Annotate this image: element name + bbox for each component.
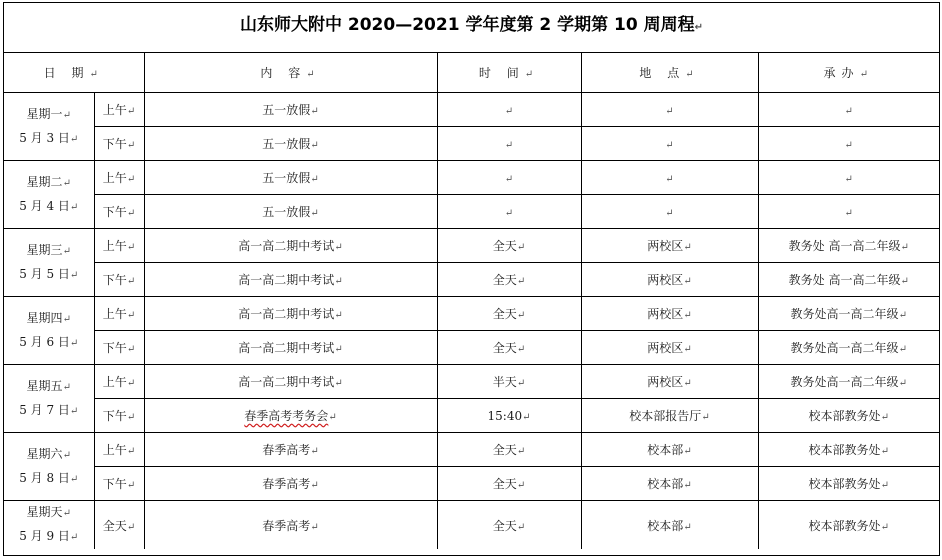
table-row [4, 161, 939, 195]
place-cell: 两校区↵ [581, 297, 758, 331]
place-cell: 校本部↵ [581, 467, 758, 501]
day-cell: 星期天↵ 5 月 9 日↵ [4, 501, 94, 550]
organizer-cell: 教务处 高一高二年级↵ [758, 229, 939, 263]
period-cell: 上午↵ [94, 433, 144, 467]
period-cell: 上午↵ [94, 365, 144, 399]
period-cell: 全天↵ [94, 501, 144, 550]
content-cell: 五一放假↵ [144, 127, 437, 161]
place-cell: ↵ [581, 93, 758, 127]
organizer-cell: 校本部教务处↵ [758, 501, 939, 550]
time-cell: 全天↵ [437, 467, 581, 501]
table-row [4, 433, 939, 467]
time-cell: ↵ [437, 195, 581, 229]
place-cell: ↵ [581, 127, 758, 161]
organizer-cell: 校本部教务处↵ [758, 433, 939, 467]
period-cell: 下午↵ [94, 399, 144, 433]
time-cell: 全天↵ [437, 263, 581, 297]
table-row [4, 229, 939, 263]
organizer-cell: 教务处高一高二年级↵ [758, 365, 939, 399]
organizer-cell: 校本部教务处↵ [758, 399, 939, 433]
period-cell: 下午↵ [94, 331, 144, 365]
table-row [4, 501, 939, 550]
content-cell: 春季高考考务会↵ [144, 399, 437, 433]
period-cell: 下午↵ [94, 263, 144, 297]
table-row [4, 365, 939, 399]
day-cell: 星期二↵ 5 月 4 日↵ [4, 161, 94, 229]
time-cell: 全天↵ [437, 433, 581, 467]
table-row [4, 263, 939, 297]
place-cell: ↵ [581, 161, 758, 195]
header-date: 日 期↵ [4, 53, 144, 93]
period-cell: 上午↵ [94, 93, 144, 127]
organizer-cell: ↵ [758, 127, 939, 161]
place-cell: 两校区↵ [581, 365, 758, 399]
time-cell: 全天↵ [437, 297, 581, 331]
content-cell: 春季高考↵ [144, 433, 437, 467]
content-cell: 高一高二期中考试↵ [144, 229, 437, 263]
content-cell: 高一高二期中考试↵ [144, 297, 437, 331]
day-cell: 星期一↵ 5 月 3 日↵ [4, 93, 94, 161]
organizer-cell: ↵ [758, 195, 939, 229]
time-cell: ↵ [437, 161, 581, 195]
table-row [4, 195, 939, 229]
organizer-cell: 教务处 高一高二年级↵ [758, 263, 939, 297]
time-cell: 半天↵ [437, 365, 581, 399]
table-row [4, 467, 939, 501]
period-cell: 下午↵ [94, 467, 144, 501]
schedule-body [4, 93, 939, 550]
organizer-cell: 教务处高一高二年级↵ [758, 297, 939, 331]
table-row [4, 297, 939, 331]
time-cell: 15:40↵ [437, 399, 581, 433]
organizer-cell: 教务处高一高二年级↵ [758, 331, 939, 365]
place-cell: 校本部↵ [581, 433, 758, 467]
header-time: 时 间↵ [437, 53, 581, 93]
organizer-cell: 校本部教务处↵ [758, 467, 939, 501]
time-cell: 全天↵ [437, 229, 581, 263]
period-cell: 上午↵ [94, 297, 144, 331]
content-cell: 五一放假↵ [144, 93, 437, 127]
period-cell: 下午↵ [94, 195, 144, 229]
content-cell: 五一放假↵ [144, 195, 437, 229]
time-cell: ↵ [437, 93, 581, 127]
organizer-cell: ↵ [758, 93, 939, 127]
document-title [4, 3, 939, 53]
place-cell: ↵ [581, 195, 758, 229]
content-cell: 五一放假↵ [144, 161, 437, 195]
header-place: 地 点↵ [581, 53, 758, 93]
header-content: 内 容↵ [144, 53, 437, 93]
content-cell: 高一高二期中考试↵ [144, 263, 437, 297]
title-text: 山东师大附中 2020—2021 学年度第 2 学期第 10 周周程 [239, 15, 695, 35]
table-row [4, 127, 939, 161]
header-organizer: 承办↵ [758, 53, 939, 93]
content-cell: 春季高考↵ [144, 467, 437, 501]
place-cell: 两校区↵ [581, 229, 758, 263]
table-row [4, 93, 939, 127]
period-cell: 上午↵ [94, 229, 144, 263]
content-cell: 高一高二期中考试↵ [144, 365, 437, 399]
time-cell: 全天↵ [437, 331, 581, 365]
day-cell: 星期四↵ 5 月 6 日↵ [4, 297, 94, 365]
period-cell: 上午↵ [94, 161, 144, 195]
schedule-document [3, 2, 940, 556]
day-cell: 星期三↵ 5 月 5 日↵ [4, 229, 94, 297]
organizer-cell: ↵ [758, 161, 939, 195]
time-cell: ↵ [437, 127, 581, 161]
header-row [4, 53, 939, 93]
period-cell: 下午↵ [94, 127, 144, 161]
day-cell: 星期六↵ 5 月 8 日↵ [4, 433, 94, 501]
time-cell: 全天↵ [437, 501, 581, 550]
table-row [4, 399, 939, 433]
content-cell: 高一高二期中考试↵ [144, 331, 437, 365]
place-cell: 两校区↵ [581, 263, 758, 297]
place-cell: 两校区↵ [581, 331, 758, 365]
content-cell: 春季高考↵ [144, 501, 437, 550]
day-cell: 星期五↵ 5 月 7 日↵ [4, 365, 94, 433]
return-mark: ↵ [694, 22, 703, 33]
table-row [4, 331, 939, 365]
place-cell: 校本部报告厅↵ [581, 399, 758, 433]
place-cell: 校本部↵ [581, 501, 758, 550]
schedule-table [4, 53, 939, 549]
